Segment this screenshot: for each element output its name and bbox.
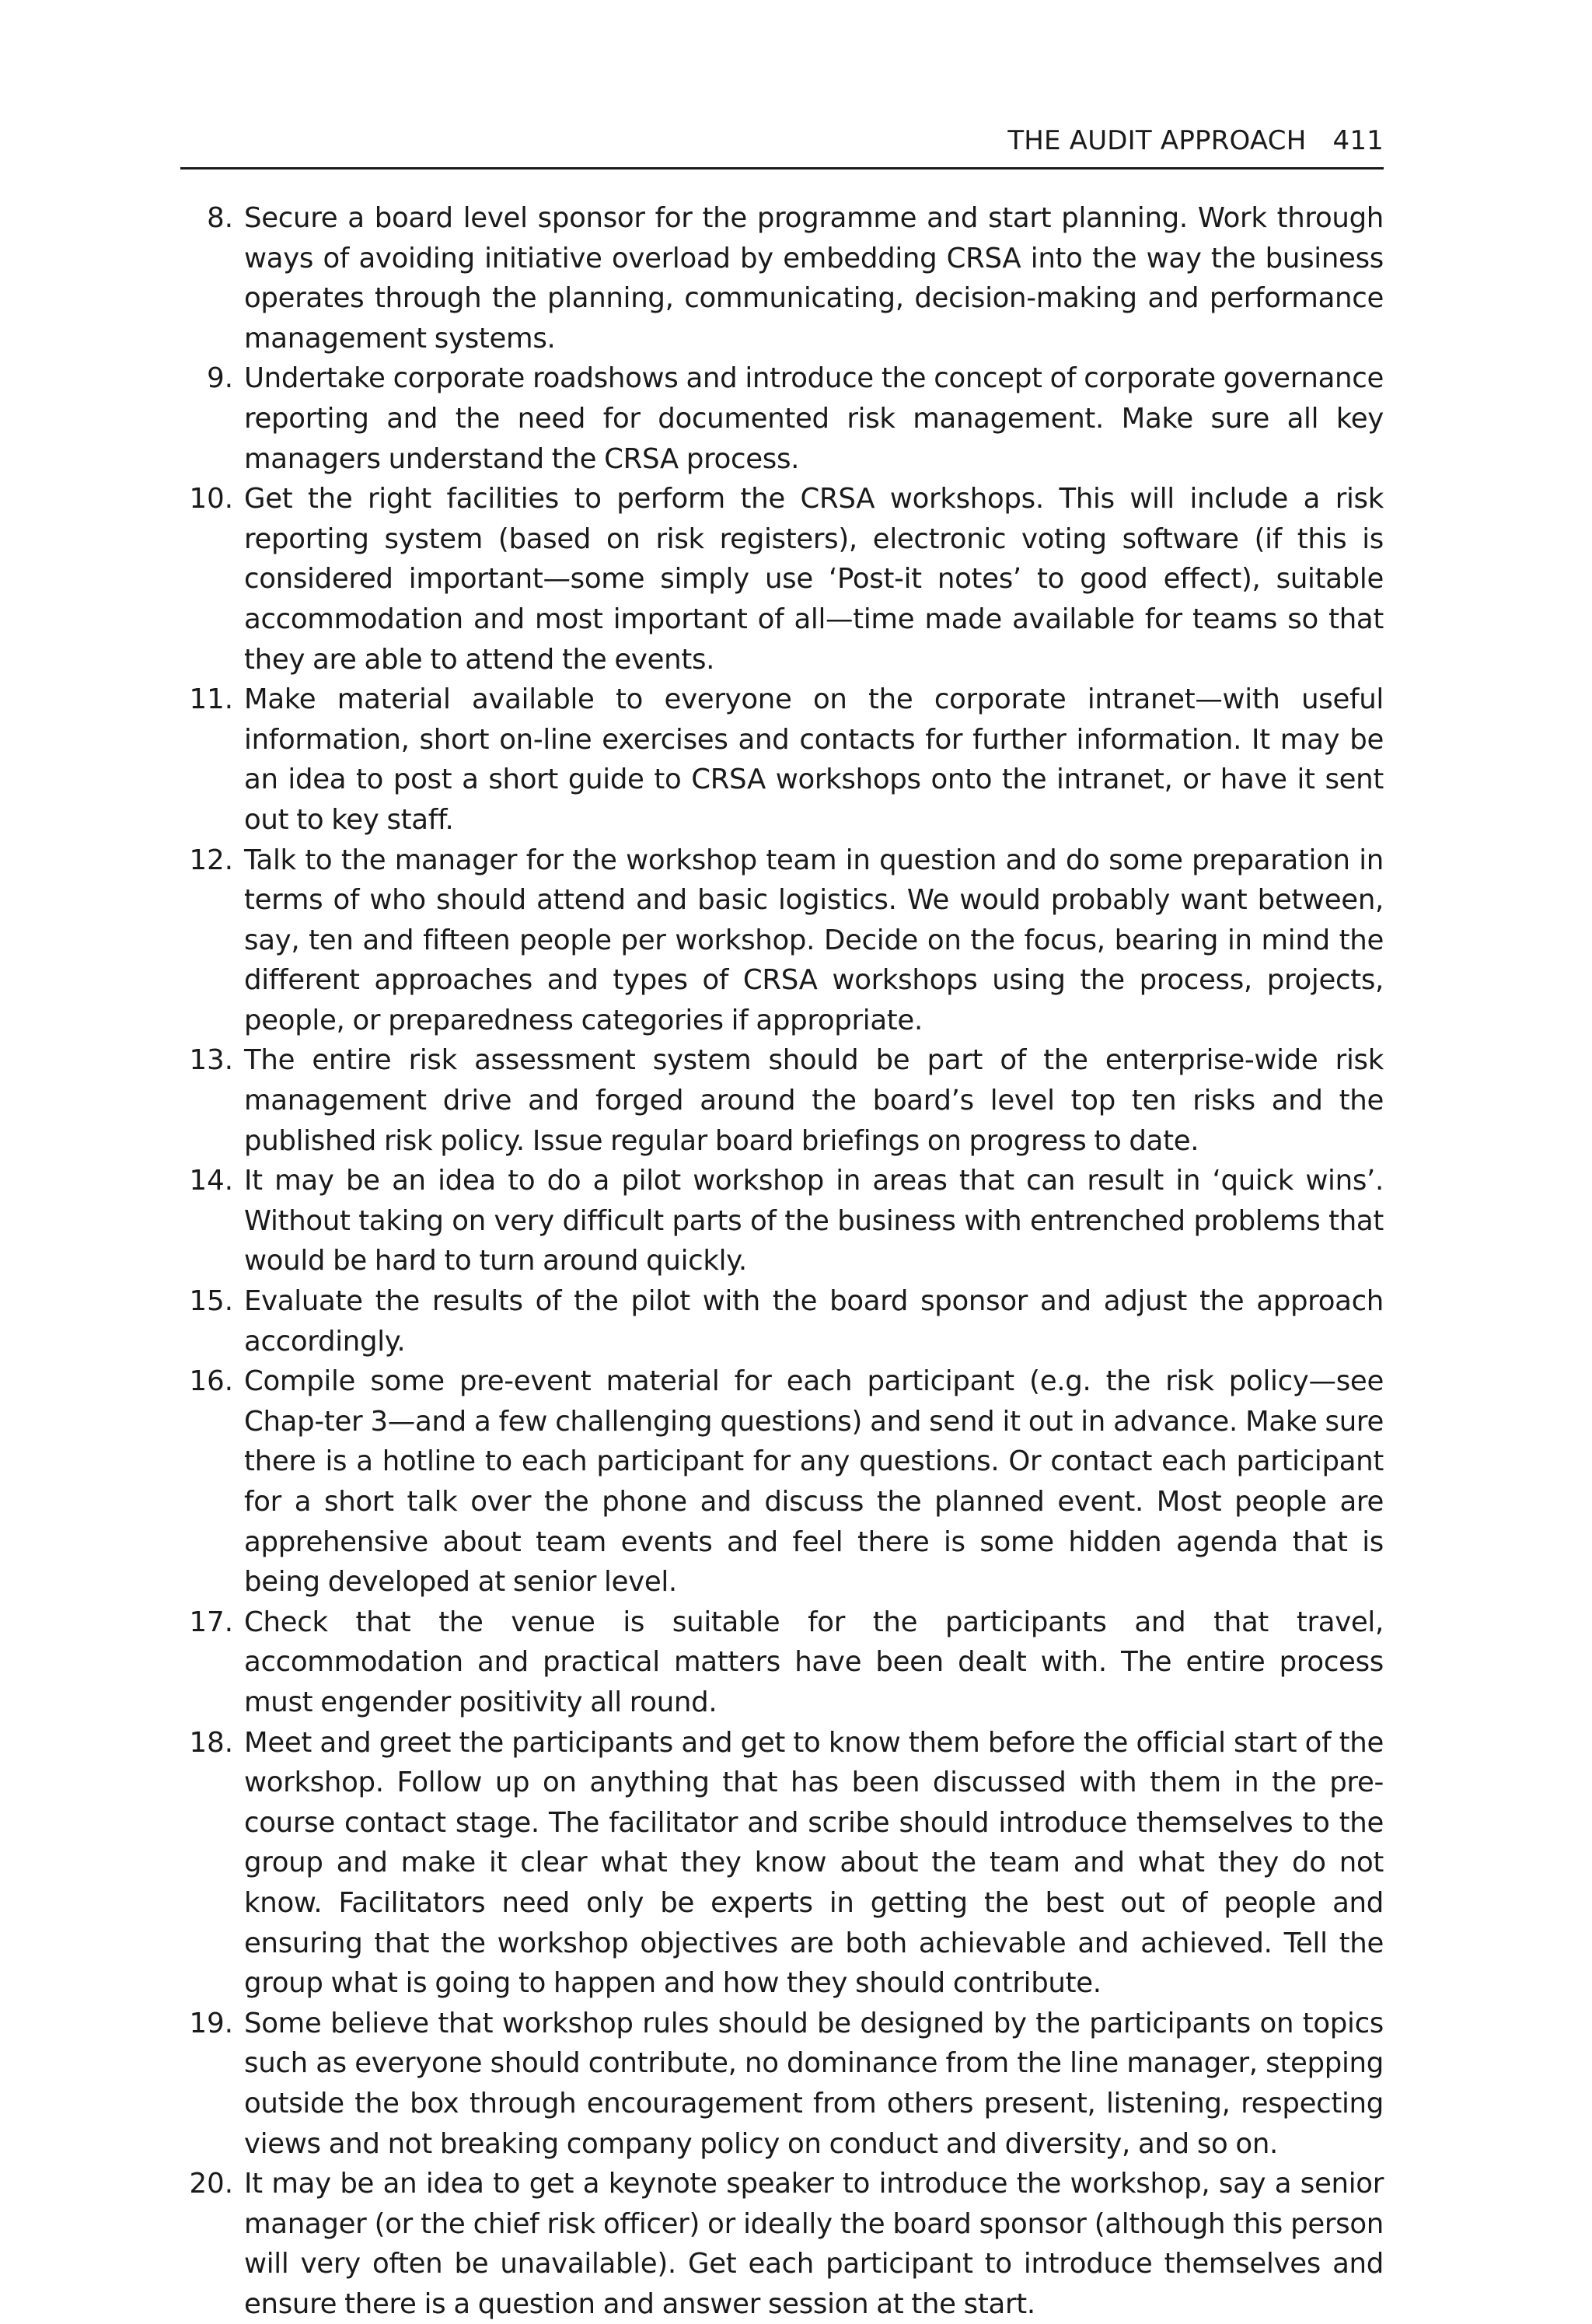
list-item	[180, 358, 1384, 479]
item-number: 20.	[189, 2168, 233, 2200]
page-body	[180, 198, 1384, 2324]
page-number: 411	[1332, 125, 1384, 156]
item-number: 18.	[189, 1726, 233, 1759]
item-text: Meet and greet the participants and get to know them before the official start of the workshop. Follow up on anything that has been discussed with them in the pre-course contact stage. The facilitator and scribe should introduce themselves to the group and make it clear what they know about the team and what they do not know. Facilitators need only be experts in getting the best out of people and ensuring that the workshop objectives are both achievable and achieved. Tell the group what is going to happen and how they should contribute.	[244, 1726, 1384, 2000]
item-text: Some believe that workshop rules should be designed by the participants on topics such as everyone should contribute, no dominance from the line manager, stepping outside the box through encouragement from others present, listening, respecting views and not breaking company policy on conduct and diversity, and so on.	[244, 2007, 1384, 2160]
numbered-list	[180, 198, 1384, 2324]
item-number: 12.	[189, 844, 233, 876]
running-head-title: THE AUDIT APPROACH	[1007, 125, 1307, 156]
item-number: 13.	[189, 1044, 233, 1077]
list-item	[180, 1361, 1384, 1602]
list-item	[180, 2004, 1384, 2164]
list-item	[180, 1602, 1384, 1723]
item-number: 15.	[189, 1285, 233, 1318]
list-item	[180, 680, 1384, 840]
list-item	[180, 1281, 1384, 1361]
item-number: 10.	[189, 483, 233, 515]
item-text: The entire risk assessment system should be part of the enterprise-wide risk management drive and forged around the board’s level top ten risks and the published risk policy. Issue regular board briefings on progress to date.	[244, 1044, 1384, 1157]
item-text: It may be an idea to get a keynote speaker to introduce the workshop, say a senior manager (or the chief risk officer) or ideally the board sponsor (although this person will very often be unavailable). Get each participant to introduce themselves and ensure there is a question and answer session at the start.	[244, 2168, 1384, 2320]
item-number: 11.	[189, 683, 233, 716]
item-text: Check that the venue is suitable for the participants and that travel, accommodation and practical matters have been dealt with. The entire process must engender positivity all round.	[244, 1606, 1384, 1718]
list-item	[180, 1040, 1384, 1161]
list-item	[180, 840, 1384, 1041]
list-item	[180, 1161, 1384, 1281]
item-number: 9.	[207, 362, 233, 395]
item-text: Undertake corporate roadshows and introduce the concept of corporate governance reporting and the need for documented risk management. Make sure all key managers understand the CRSA process.	[244, 362, 1384, 475]
item-text: Get the right facilities to perform the CRSA workshops. This will include a risk reporting system (based on risk registers), electronic voting software (if this is considered important—some simply use ‘Post-it notes’ to good effect), suitable accommodation and most important of all—time made available for teams so that they are able to attend the events.	[244, 483, 1384, 676]
item-text: Compile some pre-event material for each participant (e.g. the risk policy—see Chap-ter 3—and a few challenging questions) and send it out in advance. Make sure there is a hotline to each participant for any questions. Or contact each participant for a short talk over the phone and discuss the planned event. Most people are apprehensive about team events and feel there is some hidden agenda that is being developed at senior level.	[244, 1365, 1384, 1599]
item-text: It may be an idea to do a pilot workshop in areas that can result in ‘quick wins’. Without taking on very difficult parts of the business with entrenched problems that would be hard to turn around quickly.	[244, 1165, 1384, 1277]
item-text: Make material available to everyone on the corporate intranet—with useful information, short on-line exercises and contacts for further information. It may be an idea to post a short guide to CRSA workshops onto the intranet, or have it sent out to key staff.	[244, 683, 1384, 836]
list-item	[180, 198, 1384, 358]
item-text: Evaluate the results of the pilot with the board sponsor and adjust the approach accordingly.	[244, 1285, 1384, 1358]
item-number: 17.	[189, 1606, 233, 1638]
item-text: Talk to the manager for the workshop team in question and do some preparation in terms of who should attend and basic logistics. We would probably want between, say, ten and fifteen people per workshop. Decide on the focus, bearing in mind the different approaches and types of CRSA workshops using the process, projects, people, or preparedness categories if appropriate.	[244, 844, 1384, 1036]
list-item	[180, 1723, 1384, 2004]
list-item	[180, 479, 1384, 680]
item-text: Secure a board level sponsor for the programme and start planning. Work through ways of avoiding initiative overload by embedding CRSA into the way the business operates through the planning, communicating, decision-making and performance management systems.	[244, 202, 1384, 355]
list-item	[180, 2164, 1384, 2324]
item-number: 16.	[189, 1365, 233, 1398]
running-head	[180, 115, 1384, 169]
item-number: 19.	[189, 2007, 233, 2039]
item-number: 14.	[189, 1165, 233, 1197]
item-number: 8.	[207, 202, 233, 234]
